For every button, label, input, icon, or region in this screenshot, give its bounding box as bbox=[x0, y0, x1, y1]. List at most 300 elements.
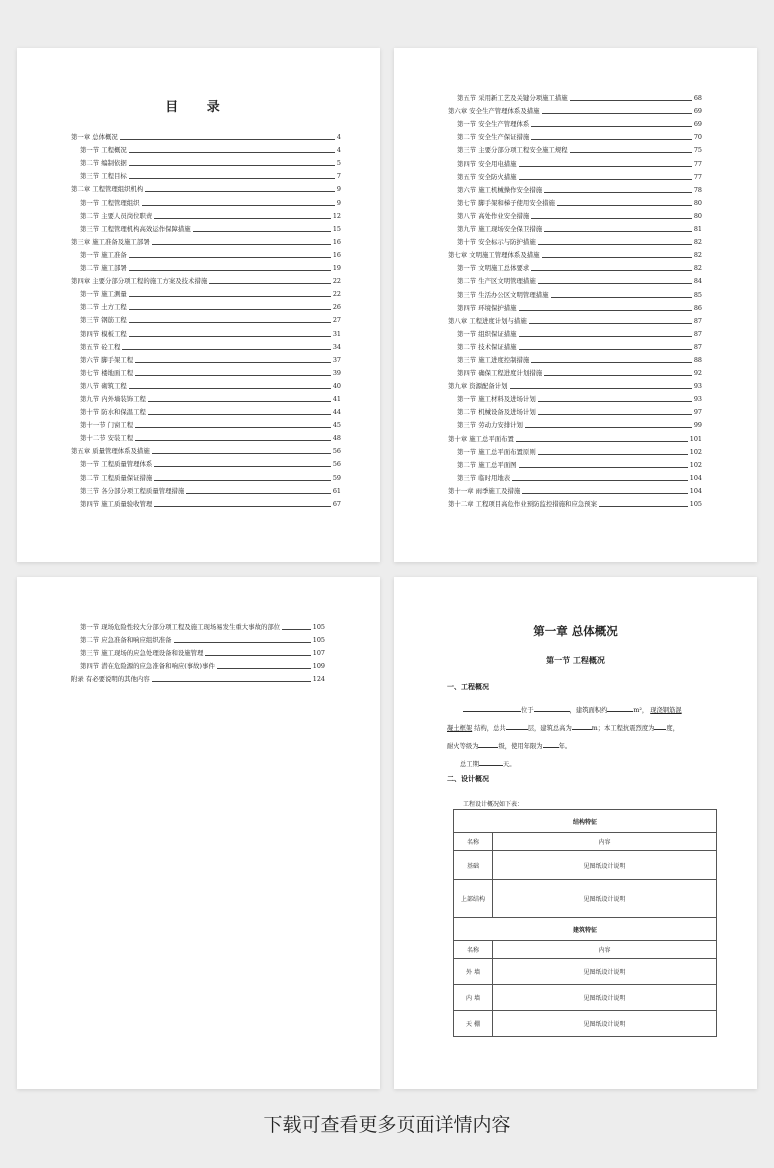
toc-section-entry bbox=[71, 482, 341, 495]
chapter-one-page bbox=[394, 577, 757, 1089]
toc-entry-title: 第八章 工程进度计划与措施 bbox=[448, 316, 527, 325]
blank-field bbox=[463, 704, 521, 712]
table-row bbox=[454, 880, 717, 918]
toc-section-entry bbox=[71, 141, 341, 154]
toc-page-number: 15 bbox=[332, 224, 341, 233]
toc-page-number: 93 bbox=[693, 382, 702, 391]
toc-entry-title: 第一章 总体概况 bbox=[71, 133, 118, 142]
toc-page-number: 104 bbox=[689, 473, 702, 482]
toc-section-entry bbox=[448, 285, 702, 298]
toc-page-number: 67 bbox=[332, 499, 341, 508]
toc-page-number: 93 bbox=[693, 395, 702, 404]
toc-leader-line bbox=[538, 454, 688, 455]
toc-entry-title: 第一节 施工总平面布置原则 bbox=[457, 447, 536, 456]
blank-field bbox=[534, 704, 570, 712]
toc-entry-title: 第四节 环境保护措施 bbox=[457, 303, 517, 312]
chapter-title: 第一章 总体概况 bbox=[533, 624, 618, 638]
toc-page-number: 4 bbox=[336, 146, 341, 155]
table-column-header: 内容 bbox=[493, 833, 717, 851]
toc-section-entry bbox=[448, 390, 702, 403]
toc-entry-title: 第二节 土方工程 bbox=[80, 303, 127, 312]
toc-page-number: 7 bbox=[336, 172, 341, 181]
toc-leader-line bbox=[209, 283, 331, 284]
table-group-header: 建筑特征 bbox=[454, 918, 717, 941]
table-cell-content: 见图纸设计说明 bbox=[493, 985, 717, 1011]
heading-project-overview: 一、工程概况 bbox=[447, 682, 489, 691]
toc-entry-title: 第五节 砼工程 bbox=[80, 342, 121, 351]
toc-entry-title: 第三节 工程目标 bbox=[80, 172, 127, 181]
toc-section-entry bbox=[71, 657, 325, 670]
toc-entry-title: 附录 有必要说明的其他内容 bbox=[71, 675, 150, 684]
toc-chapter-entry bbox=[448, 377, 702, 390]
toc-section-entry bbox=[71, 351, 341, 364]
toc-page-number: 27 bbox=[332, 316, 341, 325]
toc-entry-title: 第一节 工程概况 bbox=[80, 146, 127, 155]
toc-leader-line bbox=[129, 270, 331, 271]
toc-entry-title: 第六节 施工机械操作安全措施 bbox=[457, 185, 543, 194]
toc-section-entry bbox=[448, 364, 702, 377]
toc-section-entry bbox=[448, 233, 702, 246]
toc-section-entry bbox=[448, 338, 702, 351]
toc-leader-line bbox=[129, 257, 331, 258]
toc-entry-title: 第九节 内外墙装饰工程 bbox=[80, 394, 146, 403]
toc-section-entry bbox=[448, 141, 702, 154]
toc-leader-line bbox=[148, 414, 331, 415]
toc-entry-title: 第二节 编制依据 bbox=[80, 159, 127, 168]
toc-leader-line bbox=[152, 453, 331, 454]
toc-section-entry bbox=[448, 128, 702, 141]
toc-entry-title: 第十章 施工总平面布置 bbox=[448, 434, 514, 443]
toc-section-entry bbox=[71, 631, 325, 644]
toc-section-entry bbox=[71, 377, 341, 390]
toc-entry-title: 第十节 防水和保温工程 bbox=[80, 408, 146, 417]
toc-leader-line bbox=[512, 480, 688, 481]
toc-leader-line bbox=[217, 668, 311, 669]
toc-entry-title: 第一节 施工准备 bbox=[80, 250, 127, 259]
table-group-header: 结构特征 bbox=[454, 810, 717, 833]
toc-leader-line bbox=[129, 309, 331, 310]
toc-section-entry bbox=[71, 338, 341, 351]
toc-entry-title: 第四章 主要分部分项工程的施工方案及技术措施 bbox=[71, 277, 208, 286]
toc-entry-title: 第二节 主要人员岗位职责 bbox=[80, 211, 153, 220]
toc-page-number: 37 bbox=[332, 355, 341, 364]
toc-page-number: 22 bbox=[332, 277, 341, 286]
text-fragment: 现浇钢筋混 bbox=[650, 707, 682, 714]
toc-entry-title: 第六章 安全生产管理体系及措施 bbox=[448, 107, 540, 116]
toc-leader-line bbox=[510, 388, 692, 389]
toc-entry-title: 第一节 安全生产管理体系 bbox=[457, 120, 530, 129]
toc-section-entry bbox=[448, 299, 702, 312]
toc-entry-title: 第三节 施工进度控制措施 bbox=[457, 355, 530, 364]
table-column-header: 内容 bbox=[493, 941, 717, 959]
table-cell-name: 上部结构 bbox=[454, 880, 493, 918]
toc-section-entry bbox=[448, 207, 702, 220]
toc-page-number: 105 bbox=[312, 623, 325, 632]
toc-leader-line bbox=[152, 244, 331, 245]
toc-page-number: 87 bbox=[693, 342, 702, 351]
toc-leader-line bbox=[154, 506, 331, 507]
toc-leader-line bbox=[542, 113, 692, 114]
toc-page-number: 16 bbox=[332, 250, 341, 259]
toc-chapter-entry bbox=[448, 429, 702, 442]
toc-entry-title: 第二节 技术保证措施 bbox=[457, 342, 517, 351]
toc-section-entry bbox=[448, 89, 702, 102]
toc-page-number: 12 bbox=[332, 211, 341, 220]
blank-field bbox=[543, 740, 559, 748]
toc-entry-title: 第六节 脚手架工程 bbox=[80, 355, 134, 364]
toc-entry-title: 第一节 文明施工总体要求 bbox=[457, 264, 530, 273]
toc-page-number: 78 bbox=[693, 185, 702, 194]
toc-entry-title: 第三节 生活办公区文明管理措施 bbox=[457, 290, 549, 299]
toc-entry-title: 第三节 工程管理机构高效运作保障措施 bbox=[80, 224, 191, 233]
toc-entry-title: 第二节 工程质量保证措施 bbox=[80, 473, 153, 482]
toc-page-number: 44 bbox=[332, 408, 341, 417]
toc-entry-title: 第一节 工程质量管理体系 bbox=[80, 460, 153, 469]
toc-leader-line bbox=[148, 401, 331, 402]
toc-entry-title: 第三章 施工准备及施工部署 bbox=[71, 237, 150, 246]
toc-leader-line bbox=[129, 165, 335, 166]
toc-page-number: 99 bbox=[693, 421, 702, 430]
toc-page-number: 9 bbox=[336, 198, 341, 207]
toc-page-number: 124 bbox=[312, 675, 325, 684]
toc-title: 目 录 bbox=[165, 100, 232, 115]
toc-leader-line bbox=[154, 218, 331, 219]
toc-entry-title: 第十二节 安装工程 bbox=[80, 434, 134, 443]
toc-page-number: 105 bbox=[689, 500, 702, 508]
toc-page-number: 102 bbox=[689, 460, 702, 469]
toc-page-number: 82 bbox=[693, 251, 702, 260]
blank-field bbox=[654, 722, 666, 730]
toc-entry-title: 第二节 施工部署 bbox=[80, 264, 127, 273]
toc-entry-title: 第一节 施工材料及进场计划 bbox=[457, 395, 536, 404]
toc-leader-line bbox=[531, 362, 692, 363]
toc-leader-line bbox=[135, 440, 331, 441]
toc-page-3 bbox=[17, 577, 380, 1089]
overview-line-2 bbox=[447, 720, 717, 738]
toc-entry-title: 第七节 楼地面工程 bbox=[80, 368, 134, 377]
blank-field bbox=[607, 704, 633, 712]
table-cell-name: 内 墙 bbox=[454, 985, 493, 1011]
toc-leader-line bbox=[522, 493, 687, 494]
table-cell-name: 天 棚 bbox=[454, 1011, 493, 1037]
toc-entry-title: 第七节 脚手架和梯子使用安全措施 bbox=[457, 198, 555, 207]
toc-section-entry bbox=[71, 167, 341, 180]
toc-page-number: 59 bbox=[332, 473, 341, 482]
toc-section-entry bbox=[448, 168, 702, 181]
toc-leader-line bbox=[120, 139, 335, 140]
toc-leader-line bbox=[135, 362, 331, 363]
toc-page-number: 107 bbox=[312, 649, 325, 658]
toc-section-entry bbox=[448, 443, 702, 456]
toc-entry-title: 第四节 确保工程进度计划措施 bbox=[457, 369, 543, 378]
text-fragment: 年。 bbox=[558, 743, 572, 750]
toc-leader-line bbox=[152, 681, 311, 682]
blank-field bbox=[506, 722, 528, 730]
project-overview-paragraph bbox=[447, 702, 717, 774]
toc-leader-line bbox=[193, 231, 331, 232]
toc-page-number: 87 bbox=[693, 329, 702, 338]
toc-leader-line bbox=[538, 401, 692, 402]
toc-page-number: 41 bbox=[332, 394, 341, 403]
toc-leader-line bbox=[154, 480, 331, 481]
toc-entry-title: 第十一章 雨季施工及措施 bbox=[448, 486, 521, 495]
toc-leader-line bbox=[129, 178, 335, 179]
toc-leader-line bbox=[282, 629, 311, 630]
toc-page-number: 4 bbox=[336, 133, 341, 142]
toc-section-entry bbox=[71, 429, 341, 442]
toc-page-number: 82 bbox=[693, 264, 702, 273]
toc-entry-title: 第五节 安全防火措施 bbox=[457, 172, 517, 181]
toc-section-entry bbox=[448, 456, 702, 469]
toc-page-number: 88 bbox=[693, 355, 702, 364]
toc-chapter-entry bbox=[448, 495, 702, 508]
table-cell-name: 外 墙 bbox=[454, 959, 493, 985]
toc-page-number: 86 bbox=[693, 303, 702, 312]
toc-leader-line bbox=[557, 205, 692, 206]
blank-field bbox=[479, 758, 503, 766]
toc-entry-title: 第二节 生产区文明管理措施 bbox=[457, 277, 536, 286]
toc-leader-line bbox=[519, 349, 692, 350]
text-fragment: 层，建筑总高为 bbox=[527, 725, 572, 732]
toc-leader-line bbox=[538, 244, 692, 245]
toc-page-number: 39 bbox=[332, 368, 341, 377]
toc-entry-title: 第二章 工程管理组织机构 bbox=[71, 185, 144, 194]
toc-leader-line bbox=[531, 270, 692, 271]
toc-page-1 bbox=[17, 48, 380, 562]
toc-page-number: 104 bbox=[689, 486, 702, 495]
toc-list-1 bbox=[71, 128, 341, 508]
toc-section-entry bbox=[71, 285, 341, 298]
toc-entry-title: 第四节 潜在危险源的应急准备和响应(事故)事件 bbox=[80, 662, 215, 671]
toc-entry-title: 第一节 工程管理组织 bbox=[80, 198, 140, 207]
toc-page-number: 31 bbox=[332, 329, 341, 338]
toc-entry-title: 第十二章 工程项目高危作业预防监控措施和应急预案 bbox=[448, 500, 598, 508]
toc-chapter-entry bbox=[71, 128, 341, 141]
toc-page-number: 77 bbox=[693, 172, 702, 181]
toc-section-entry bbox=[71, 364, 341, 377]
text-fragment: 总工期 bbox=[460, 761, 479, 768]
toc-chapter-entry bbox=[448, 102, 702, 115]
toc-entry-title: 第十一节 门窗工程 bbox=[80, 421, 134, 430]
toc-leader-line bbox=[135, 427, 331, 428]
toc-entry-title: 第三节 主要分部分项工程安全施工规程 bbox=[457, 146, 568, 155]
overview-line-4 bbox=[447, 756, 717, 774]
toc-page-number: 97 bbox=[693, 408, 702, 417]
toc-page-number: 69 bbox=[693, 107, 702, 116]
toc-entry-title: 第七章 文明施工管理体系及措施 bbox=[448, 251, 540, 260]
table-cell-content: 见图纸设计说明 bbox=[493, 1011, 717, 1037]
toc-section-entry bbox=[71, 298, 341, 311]
toc-chapter-entry bbox=[71, 670, 325, 683]
toc-leader-line bbox=[129, 388, 331, 389]
toc-leader-line bbox=[122, 349, 330, 350]
toc-page-number: 16 bbox=[332, 237, 341, 246]
toc-leader-line bbox=[570, 152, 692, 153]
toc-entry-title: 第一节 施工测量 bbox=[80, 290, 127, 299]
toc-leader-line bbox=[519, 467, 688, 468]
toc-leader-line bbox=[174, 642, 311, 643]
toc-page-number: 80 bbox=[693, 198, 702, 207]
toc-section-entry bbox=[71, 193, 341, 206]
toc-entry-title: 第三节 劳动力安排计划 bbox=[457, 421, 523, 430]
toc-page-number: 19 bbox=[332, 264, 341, 273]
toc-section-entry bbox=[448, 325, 702, 338]
toc-leader-line bbox=[142, 205, 335, 206]
toc-chapter-entry bbox=[448, 312, 702, 325]
toc-leader-line bbox=[129, 336, 331, 337]
toc-entry-title: 第三节 临时用地表 bbox=[457, 473, 511, 482]
toc-leader-line bbox=[135, 375, 331, 376]
toc-page-number: 81 bbox=[693, 225, 702, 234]
toc-page-number: 56 bbox=[332, 447, 341, 456]
toc-section-entry bbox=[71, 324, 341, 337]
toc-section-entry bbox=[448, 115, 702, 128]
toc-section-entry bbox=[71, 644, 325, 657]
table-row bbox=[454, 959, 717, 985]
toc-page-number: 45 bbox=[332, 421, 341, 430]
toc-leader-line bbox=[519, 310, 692, 311]
toc-leader-line bbox=[129, 322, 331, 323]
toc-entry-title: 第二节 应急准备和响应组织准备 bbox=[80, 636, 172, 645]
toc-leader-line bbox=[186, 493, 331, 494]
toc-leader-line bbox=[544, 375, 692, 376]
download-caption: 下载可查看更多页面详情内容 bbox=[263, 1114, 511, 1136]
toc-page-number: 56 bbox=[332, 460, 341, 469]
toc-leader-line bbox=[531, 139, 692, 140]
toc-entry-title: 第四节 安全用电措施 bbox=[457, 159, 517, 168]
toc-section-entry bbox=[448, 469, 702, 482]
text-fragment: 度， bbox=[666, 725, 680, 732]
design-spec-table bbox=[453, 809, 717, 1037]
toc-entry-title: 第一节 组织保证措施 bbox=[457, 329, 517, 338]
blank-field bbox=[572, 722, 592, 730]
toc-leader-line bbox=[538, 283, 692, 284]
toc-section-entry bbox=[71, 390, 341, 403]
table-cell-content: 见图纸设计说明 bbox=[493, 959, 717, 985]
text-fragment: 凝土框架 bbox=[447, 725, 473, 732]
toc-page-number: 26 bbox=[332, 303, 341, 312]
text-fragment: ，建筑面积约 bbox=[569, 707, 608, 714]
table-cell-content: 见图纸设计说明 bbox=[493, 851, 717, 880]
toc-leader-line bbox=[205, 655, 310, 656]
text-fragment: 耐火等级为 bbox=[447, 743, 479, 750]
toc-page-number: 68 bbox=[693, 94, 702, 103]
toc-section-entry bbox=[71, 455, 341, 468]
toc-entry-title: 第四节 施工质量验收管理 bbox=[80, 499, 153, 508]
toc-leader-line bbox=[531, 126, 692, 127]
toc-section-entry bbox=[448, 351, 702, 364]
toc-list-3 bbox=[71, 618, 325, 683]
toc-page-number: 61 bbox=[332, 486, 341, 495]
toc-section-entry bbox=[448, 220, 702, 233]
toc-entry-title: 第四节 模板工程 bbox=[80, 329, 127, 338]
toc-page-number: 101 bbox=[689, 434, 702, 443]
toc-entry-title: 第二节 施工总平面图 bbox=[457, 460, 517, 469]
toc-section-entry bbox=[448, 194, 702, 207]
toc-page-number: 77 bbox=[693, 159, 702, 168]
text-fragment: 结构，总共 bbox=[474, 725, 506, 732]
table-row bbox=[454, 985, 717, 1011]
toc-entry-title: 第五章 质量管理体系及措施 bbox=[71, 447, 150, 456]
toc-page-number: 22 bbox=[332, 290, 341, 299]
text-fragment: m；本工程抗震烈度为 bbox=[591, 725, 655, 732]
toc-entry-title: 第八节 砌筑工程 bbox=[80, 381, 127, 390]
table-row bbox=[454, 1011, 717, 1037]
toc-leader-line bbox=[542, 257, 692, 258]
toc-page-number: 70 bbox=[693, 133, 702, 142]
text-fragment: 级，使用年限为 bbox=[498, 743, 543, 750]
toc-section-entry bbox=[71, 207, 341, 220]
toc-section-entry bbox=[448, 181, 702, 194]
toc-page-number: 87 bbox=[693, 316, 702, 325]
toc-leader-line bbox=[525, 427, 692, 428]
toc-page-number: 82 bbox=[693, 238, 702, 247]
toc-page-number: 85 bbox=[693, 290, 702, 299]
toc-section-entry bbox=[71, 618, 325, 631]
toc-section-entry bbox=[448, 416, 702, 429]
blank-field bbox=[478, 740, 498, 748]
toc-page-number: 9 bbox=[336, 185, 341, 194]
toc-chapter-entry bbox=[448, 246, 702, 259]
table-caption: 工程设计概况如下表： bbox=[463, 801, 524, 808]
toc-section-entry bbox=[448, 259, 702, 272]
overview-line-1 bbox=[447, 702, 717, 720]
toc-entry-title: 第十节 安全标示与防护措施 bbox=[457, 238, 536, 247]
toc-section-entry bbox=[71, 403, 341, 416]
toc-page-number: 69 bbox=[693, 120, 702, 129]
toc-leader-line bbox=[570, 100, 692, 101]
toc-section-entry bbox=[448, 403, 702, 416]
table-cell-content: 见图纸设计说明 bbox=[493, 880, 717, 918]
toc-page-number: 48 bbox=[332, 434, 341, 443]
toc-leader-line bbox=[531, 218, 692, 219]
toc-page-number: 5 bbox=[336, 159, 341, 168]
toc-entry-title: 第五节 采用新工艺及关键分项施工措施 bbox=[457, 94, 568, 103]
toc-section-entry bbox=[71, 495, 341, 508]
toc-section-entry bbox=[71, 311, 341, 324]
toc-page-number: 34 bbox=[332, 342, 341, 351]
toc-page-number: 75 bbox=[693, 146, 702, 155]
table-column-header: 名称 bbox=[454, 941, 493, 959]
section-title: 第一节 工程概况 bbox=[546, 655, 605, 665]
toc-chapter-entry bbox=[71, 180, 341, 193]
toc-entry-title: 第一节 现场危险性较大分部分项工程及施工现场易发生重大事故的部位 bbox=[80, 623, 281, 632]
toc-leader-line bbox=[519, 179, 692, 180]
toc-chapter-entry bbox=[71, 442, 341, 455]
table-row bbox=[454, 851, 717, 880]
toc-entry-title: 第二节 机械设备及进场计划 bbox=[457, 408, 536, 417]
toc-leader-line bbox=[544, 192, 692, 193]
toc-page-number: 105 bbox=[312, 636, 325, 645]
toc-section-entry bbox=[448, 272, 702, 285]
overview-line-3 bbox=[447, 738, 717, 756]
toc-page-number: 109 bbox=[312, 662, 325, 671]
toc-page-number: 40 bbox=[332, 381, 341, 390]
table-cell-name: 基础 bbox=[454, 851, 493, 880]
toc-chapter-entry bbox=[71, 272, 341, 285]
toc-leader-line bbox=[538, 414, 692, 415]
toc-leader-line bbox=[519, 336, 692, 337]
toc-section-entry bbox=[71, 154, 341, 167]
toc-leader-line bbox=[129, 152, 335, 153]
toc-leader-line bbox=[551, 297, 692, 298]
toc-entry-title: 第二节 安全生产保证措施 bbox=[457, 133, 530, 142]
toc-leader-line bbox=[516, 441, 688, 442]
toc-chapter-entry bbox=[71, 233, 341, 246]
toc-section-entry bbox=[71, 468, 341, 481]
text-fragment: m²， bbox=[633, 707, 649, 714]
toc-entry-title: 第九节 施工现场安全保卫措施 bbox=[457, 225, 543, 234]
